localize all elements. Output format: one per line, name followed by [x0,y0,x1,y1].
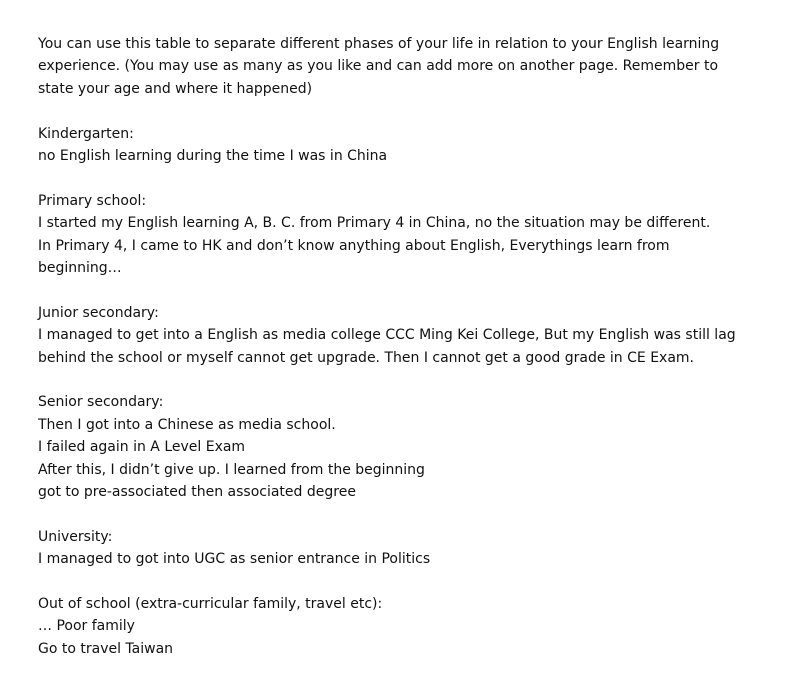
intro-line: You can use this table to separate different phases of your life in relation to your English learning [38,36,720,52]
section-heading: Out of school (extra-curricular family, travel etc): [38,596,383,613]
section-line: no English learning during the time I was in China [38,148,388,165]
intro-paragraph [38,33,788,100]
intro-line: state your age and where it happened) [38,80,313,97]
section-line: beginning… [38,260,122,277]
intro-line: experience. (You may use as many as you like and can add more on another page. Remember to [38,58,719,75]
section-heading: Junior secondary: [38,304,159,321]
section-line: After this, I didn’t give up. I learned from the beginning [38,461,425,478]
section-line: I managed to got into UGC as senior entrance in Politics [38,551,431,568]
section-university [38,526,788,571]
section-line: I managed to get into a English as media college CCC Ming Kei College, But my English was still lag [38,327,736,344]
section-line: In Primary 4, I came to HK and don’t know anything about English, Everythings learn from [38,237,670,254]
section-heading: University: [38,528,113,545]
document-page [38,33,788,660]
section-senior-secondary [38,391,788,503]
section-primary-school [38,190,788,280]
section-junior-secondary [38,302,788,369]
section-kindergarten [38,123,788,168]
section-heading: Senior secondary: [38,394,164,411]
section-line: I started my English learning A, B. C. from Primary 4 in China, no the situation may be different. [38,215,711,232]
section-line: Then I got into a Chinese as media school. [38,416,336,433]
section-heading: Kindergarten: [38,125,134,142]
section-heading: Primary school: [38,192,147,209]
section-line: … Poor family [38,618,135,635]
section-line: Go to travel Taiwan [38,640,174,657]
section-line: I failed again in A Level Exam [38,439,246,456]
section-line: got to pre-associated then associated degree [38,484,356,501]
section-out-of-school [38,593,788,660]
section-line: behind the school or myself cannot get upgrade. Then I cannot get a good grade in CE Exam. [38,349,694,366]
